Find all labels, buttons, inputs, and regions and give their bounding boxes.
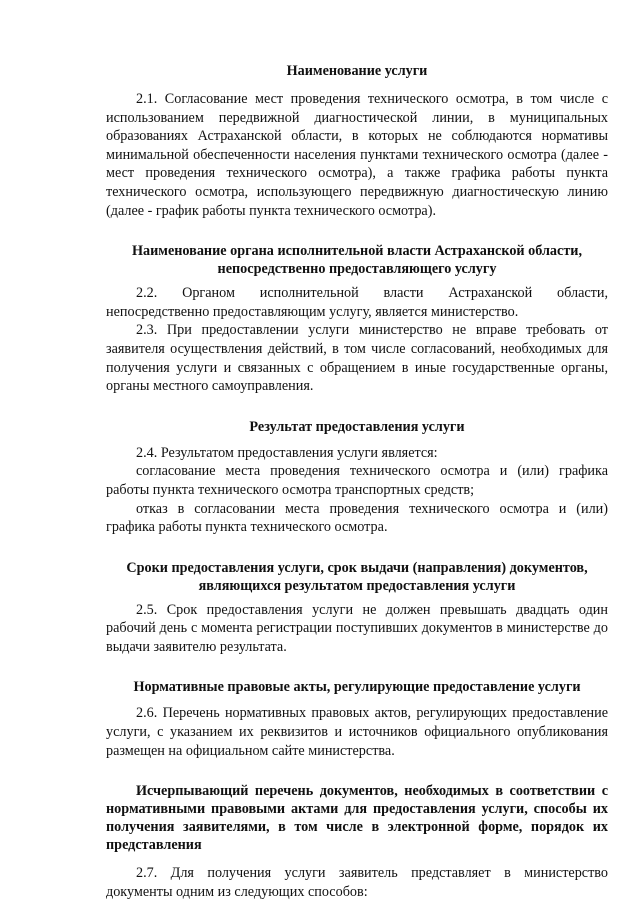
heading-terms-line1: Сроки предоставления услуги, срок выдачи (направления) документов, [126,559,588,576]
heading-service-name: Наименование услуги [286,63,428,79]
heading-authority [106,242,608,278]
heading-result: Результат предоставления услуги [249,418,465,435]
paragraph-2-6: 2.6. Перечень нормативных правовых актов, регулирующих предоставление услуги, с указанием их реквизитов и источников официального опубликования размещен на официальном сайте министерства. [106,705,608,759]
heading-docs: Исчерпывающий перечень документов, необходимых в соответствии с нормативными правовыми актами для предоставления услуги, способы их получения заявителями, в том числе в электронной форме, порядок их представления [106,783,608,854]
paragraph-2-4-a: согласование места проведения технического осмотра и (или) графика работы пункта технического осмотра транспортных средств; [106,463,608,498]
heading-authority-line1: Наименование органа исполнительной власти Астраханской области, [131,243,583,260]
paragraph-2-4-b: отказ в согласовании места проведения технического осмотра и (или) графика работы пункта технического осмотра. [106,500,608,536]
paragraph-2-2: 2.2. Органом исполнительной власти Астраханской области, непосредственно предоставляющим услугу, является министерство. [106,285,608,320]
heading-authority-line2: непосредственно предоставляющего услугу [217,261,497,278]
paragraph-2-4: 2.4. Результатом предоставления услуги является: [136,444,438,461]
heading-acts: Нормативные правовые акты, регулирующие предоставление услуги [133,679,581,696]
paragraph-2-5: 2.5. Срок предоставления услуги не должен превышать двадцать один рабочий день с момента регистрации поступивших документов в министерстве до выдачи заявителю результата. [106,601,608,655]
heading-acts-block [106,678,608,696]
heading-result-block [106,418,608,436]
heading-terms [106,559,608,595]
paragraph-2-7: 2.7. Для получения услуги заявитель представляет в министерство документы одним из следующих способов: [106,865,608,900]
heading-terms-line2: являющихся результатом предоставления услуги [198,577,516,594]
paragraph-2-3: 2.3. При предоставлении услуги министерство не вправе требовать от заявителя осуществления действий, в том числе согласований, необходимых для получения услуги и связанных с обращением в иные государственные органы, органы местного самоуправления. [106,322,608,395]
paragraph-2-1: 2.1. Согласование мест проведения технического осмотра, в том числе с использованием передвижной диагностической линии, в муниципальных образованиях Астраханской области, в которых не соблюдаются нормативы минимальной обеспеченности населения пунктами технического осмотра (далее - мест проведения технического осмотра), а также графика работы пункта технического осмотра, использующего передвижную диагностическую линию (далее - график работы пункта технического осмотра). [106,91,608,219]
